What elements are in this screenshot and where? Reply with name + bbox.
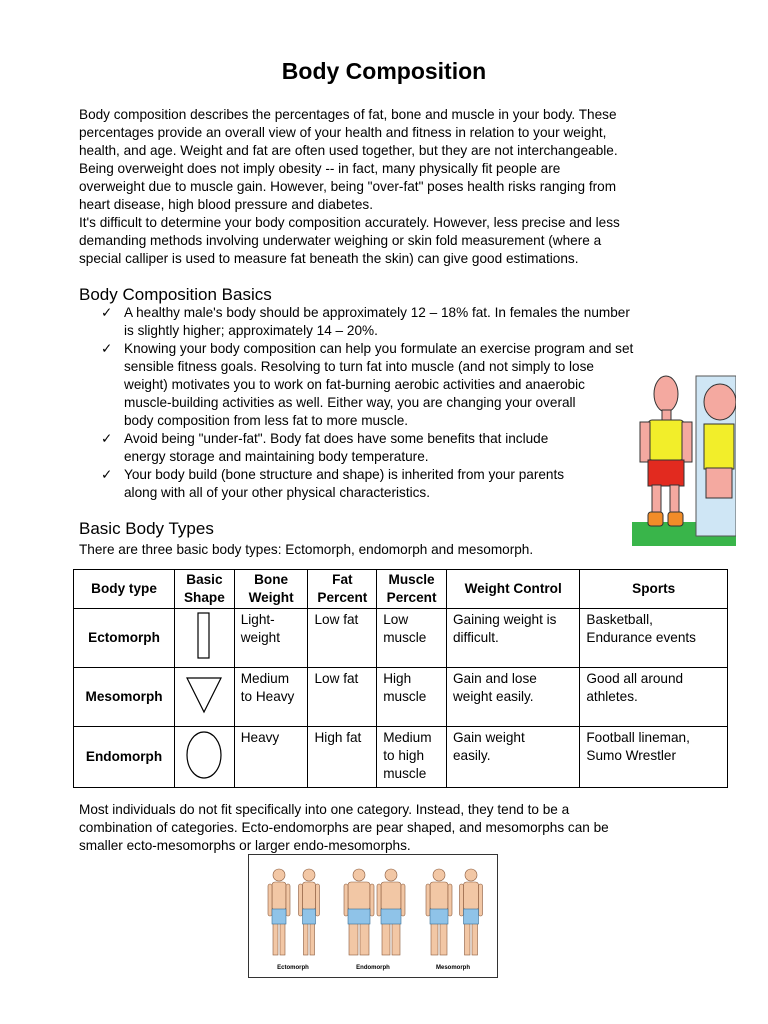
cell-line: to Heavy	[240, 689, 295, 704]
cell-line: Medium	[240, 671, 290, 686]
control-cell	[446, 609, 579, 668]
cell-line: Heavy	[240, 730, 280, 745]
body-types-figure	[248, 854, 498, 978]
basic-shape-cell	[175, 727, 235, 788]
column-header	[308, 570, 377, 609]
figure-caption-mesomorph: Mesomorph	[435, 965, 470, 971]
basic-shape-cell	[175, 668, 235, 727]
endomorph-side-figure	[377, 869, 405, 955]
cell-line: muscle	[383, 689, 427, 704]
bullet-item	[79, 304, 699, 340]
muscle-cell	[377, 609, 447, 668]
shorts-shape	[348, 909, 370, 924]
bullet-text-line: Avoid being "under-fat". Body fat does have some benefits that include	[124, 431, 549, 446]
text-line: smaller ecto-mesomorphs or larger endo-mesomorphs.	[79, 838, 411, 853]
column-header-line: Fat	[332, 572, 353, 587]
figure-caption-ectomorph: Ectomorph	[277, 965, 309, 971]
table-row	[74, 609, 728, 668]
cell-line: Low fat	[314, 612, 359, 627]
person-shoe	[648, 512, 663, 526]
bullet-text-line: is slightly higher; approximately 14 – 20%.	[124, 323, 378, 338]
endomorph-front-figure	[344, 869, 374, 955]
column-header	[234, 570, 308, 609]
person-shorts	[648, 460, 684, 486]
checkmark-icon: ✓	[101, 341, 113, 356]
column-header-line: Basic	[186, 572, 223, 587]
reflection-head	[704, 384, 736, 420]
column-header	[446, 570, 579, 609]
text-line: Body composition describes the percentages of fat, bone and muscle in your body. These	[79, 107, 617, 122]
table-row	[74, 727, 728, 788]
mesomorph-front-figure	[426, 869, 452, 955]
column-header-line: Body type	[91, 581, 157, 596]
checkmark-icon: ✓	[101, 431, 113, 446]
column-header-line: Shape	[183, 590, 225, 605]
text-line: Being overweight does not imply obesity -- in fact, many physically fit people are	[79, 161, 561, 176]
cell-line: High fat	[314, 730, 362, 745]
muscle-cell	[377, 668, 447, 727]
column-header-line: Weight	[248, 590, 294, 605]
bullet-text-line: Knowing your body composition can help you formulate an exercise program and set	[124, 341, 634, 356]
cell-line: Endurance events	[586, 630, 696, 645]
cell-line: Low	[383, 612, 409, 627]
column-header	[377, 570, 447, 609]
cell-line: Good all around	[586, 671, 684, 686]
bullet-item	[79, 430, 699, 466]
bullet-text-line: muscle-building activities as well. Either way, you are changing your overall	[124, 395, 576, 410]
basics-bullet-list	[79, 304, 699, 502]
cell-line: Basketball,	[586, 612, 653, 627]
text-line: percentages provide an overall view of your health and fitness in relation to your weight,	[79, 125, 607, 140]
cell-line: muscle	[383, 630, 427, 645]
table-row	[74, 668, 728, 727]
bullet-text-line: energy storage and maintaining body temperature.	[124, 449, 429, 464]
column-header-line: Weight Control	[464, 581, 562, 596]
cartoon-illustration	[630, 372, 736, 548]
text-line: heart disease, high blood pressure and diabetes.	[79, 197, 373, 212]
column-header-line: Muscle	[388, 572, 435, 587]
body-types-table	[73, 569, 728, 788]
bone-cell	[234, 609, 308, 668]
column-header-line: Percent	[386, 590, 437, 605]
cell-line: Low fat	[314, 671, 359, 686]
cell-line: Gain and lose	[452, 671, 537, 686]
bullet-text-line: weight) motivates you to work on fat-burning aerobic activities and anaerobic	[124, 377, 585, 392]
oval-shape-icon	[185, 730, 223, 780]
bone-cell	[234, 727, 308, 788]
control-cell	[446, 727, 579, 788]
cell-line: muscle	[383, 766, 427, 781]
control-cell	[446, 668, 579, 727]
body-type-name: Endomorph	[74, 727, 175, 788]
triangle-shape-icon	[185, 675, 223, 715]
types-intro: There are three basic body types: Ectomorph, endomorph and mesomorph.	[79, 542, 534, 557]
figure-caption-endomorph: Endomorph	[356, 965, 390, 971]
sports-cell	[580, 668, 728, 727]
checkmark-icon: ✓	[101, 305, 113, 320]
cell-line: difficult.	[452, 630, 499, 645]
mesomorph-side-figure	[460, 869, 483, 955]
bullet-text-line: Your body build (bone structure and shape) is inherited from your parents	[124, 467, 565, 482]
cell-line: easily.	[452, 748, 491, 763]
cell-line: Gain weight	[452, 730, 525, 745]
person-shirt	[648, 420, 684, 460]
column-header-line: Sports	[632, 581, 676, 596]
shorts-shape	[272, 909, 286, 924]
ectomorph-front-figure	[268, 869, 290, 955]
cell-line: weight	[240, 630, 280, 645]
bone-cell	[234, 668, 308, 727]
types-heading: Basic Body Types	[79, 519, 214, 538]
cell-line: weight easily.	[452, 689, 534, 704]
person-head	[654, 376, 678, 412]
page-title: Body Composition	[281, 58, 487, 84]
fat-cell	[308, 668, 377, 727]
shorts-shape	[381, 909, 401, 924]
intro-paragraph	[79, 106, 719, 268]
bullet-item	[79, 466, 699, 502]
bullet-text-line: A healthy male's body should be approximately 12 – 18% fat. In females the number	[124, 305, 630, 320]
table-header-row	[74, 570, 728, 609]
cell-line: Medium	[383, 730, 432, 745]
cell-line: High	[383, 671, 412, 686]
basics-heading: Body Composition Basics	[79, 285, 272, 304]
basic-shape-cell	[175, 609, 235, 668]
person-shoe	[668, 512, 683, 526]
text-line: It's difficult to determine your body composition accurately. However, less precise and less	[79, 215, 620, 230]
reflection-shirt	[704, 424, 734, 469]
bullet-text-line: along with all of your other physical characteristics.	[124, 485, 430, 500]
cell-line: Gaining weight is	[452, 612, 557, 627]
text-line: health, and age. Weight and fat are often used together, but they are not interchangeable.	[79, 143, 618, 158]
cell-line: to high	[383, 748, 425, 763]
rectangle-shape-icon	[197, 612, 211, 660]
fat-cell	[308, 727, 377, 788]
text-line: overweight due to muscle gain. However, being "over-fat" poses health risks ranging from	[79, 179, 617, 194]
text-line: combination of categories. Ecto-endomorphs are pear shaped, and mesomorphs can be	[79, 820, 609, 835]
column-header	[175, 570, 235, 609]
shorts-shape	[303, 909, 316, 924]
bullet-text-line: body composition from less fat to more muscle.	[124, 413, 409, 428]
shorts-shape	[464, 909, 479, 924]
body-type-name: Mesomorph	[74, 668, 175, 727]
cell-line: Light-	[240, 612, 275, 627]
closing-paragraph	[79, 801, 719, 855]
checkmark-icon: ✓	[101, 467, 113, 482]
bullet-item	[79, 340, 699, 430]
ectomorph-side-figure	[299, 869, 320, 955]
bullet-text-line: sensible fitness goals. Resolving to turn fat into muscle (and not simply to lose	[124, 359, 594, 374]
sports-cell	[580, 609, 728, 668]
cell-line: Sumo Wrestler	[586, 748, 677, 763]
text-line: special calliper is used to measure fat beneath the skin) can give good estimations.	[79, 251, 579, 266]
column-header	[74, 570, 175, 609]
text-line: Most individuals do not fit specifically into one category. Instead, they tend to be a	[79, 802, 570, 817]
cell-line: Football lineman,	[586, 730, 690, 745]
column-header-line: Bone	[254, 572, 289, 587]
column-header-line: Percent	[317, 590, 368, 605]
shorts-shape	[430, 909, 448, 924]
fat-cell	[308, 609, 377, 668]
muscle-cell	[377, 727, 447, 788]
column-header	[580, 570, 728, 609]
sports-cell	[580, 727, 728, 788]
cell-line: athletes.	[586, 689, 638, 704]
text-line: demanding methods involving underwater weighing or skin fold measurement (where a	[79, 233, 602, 248]
body-type-name: Ectomorph	[74, 609, 175, 668]
